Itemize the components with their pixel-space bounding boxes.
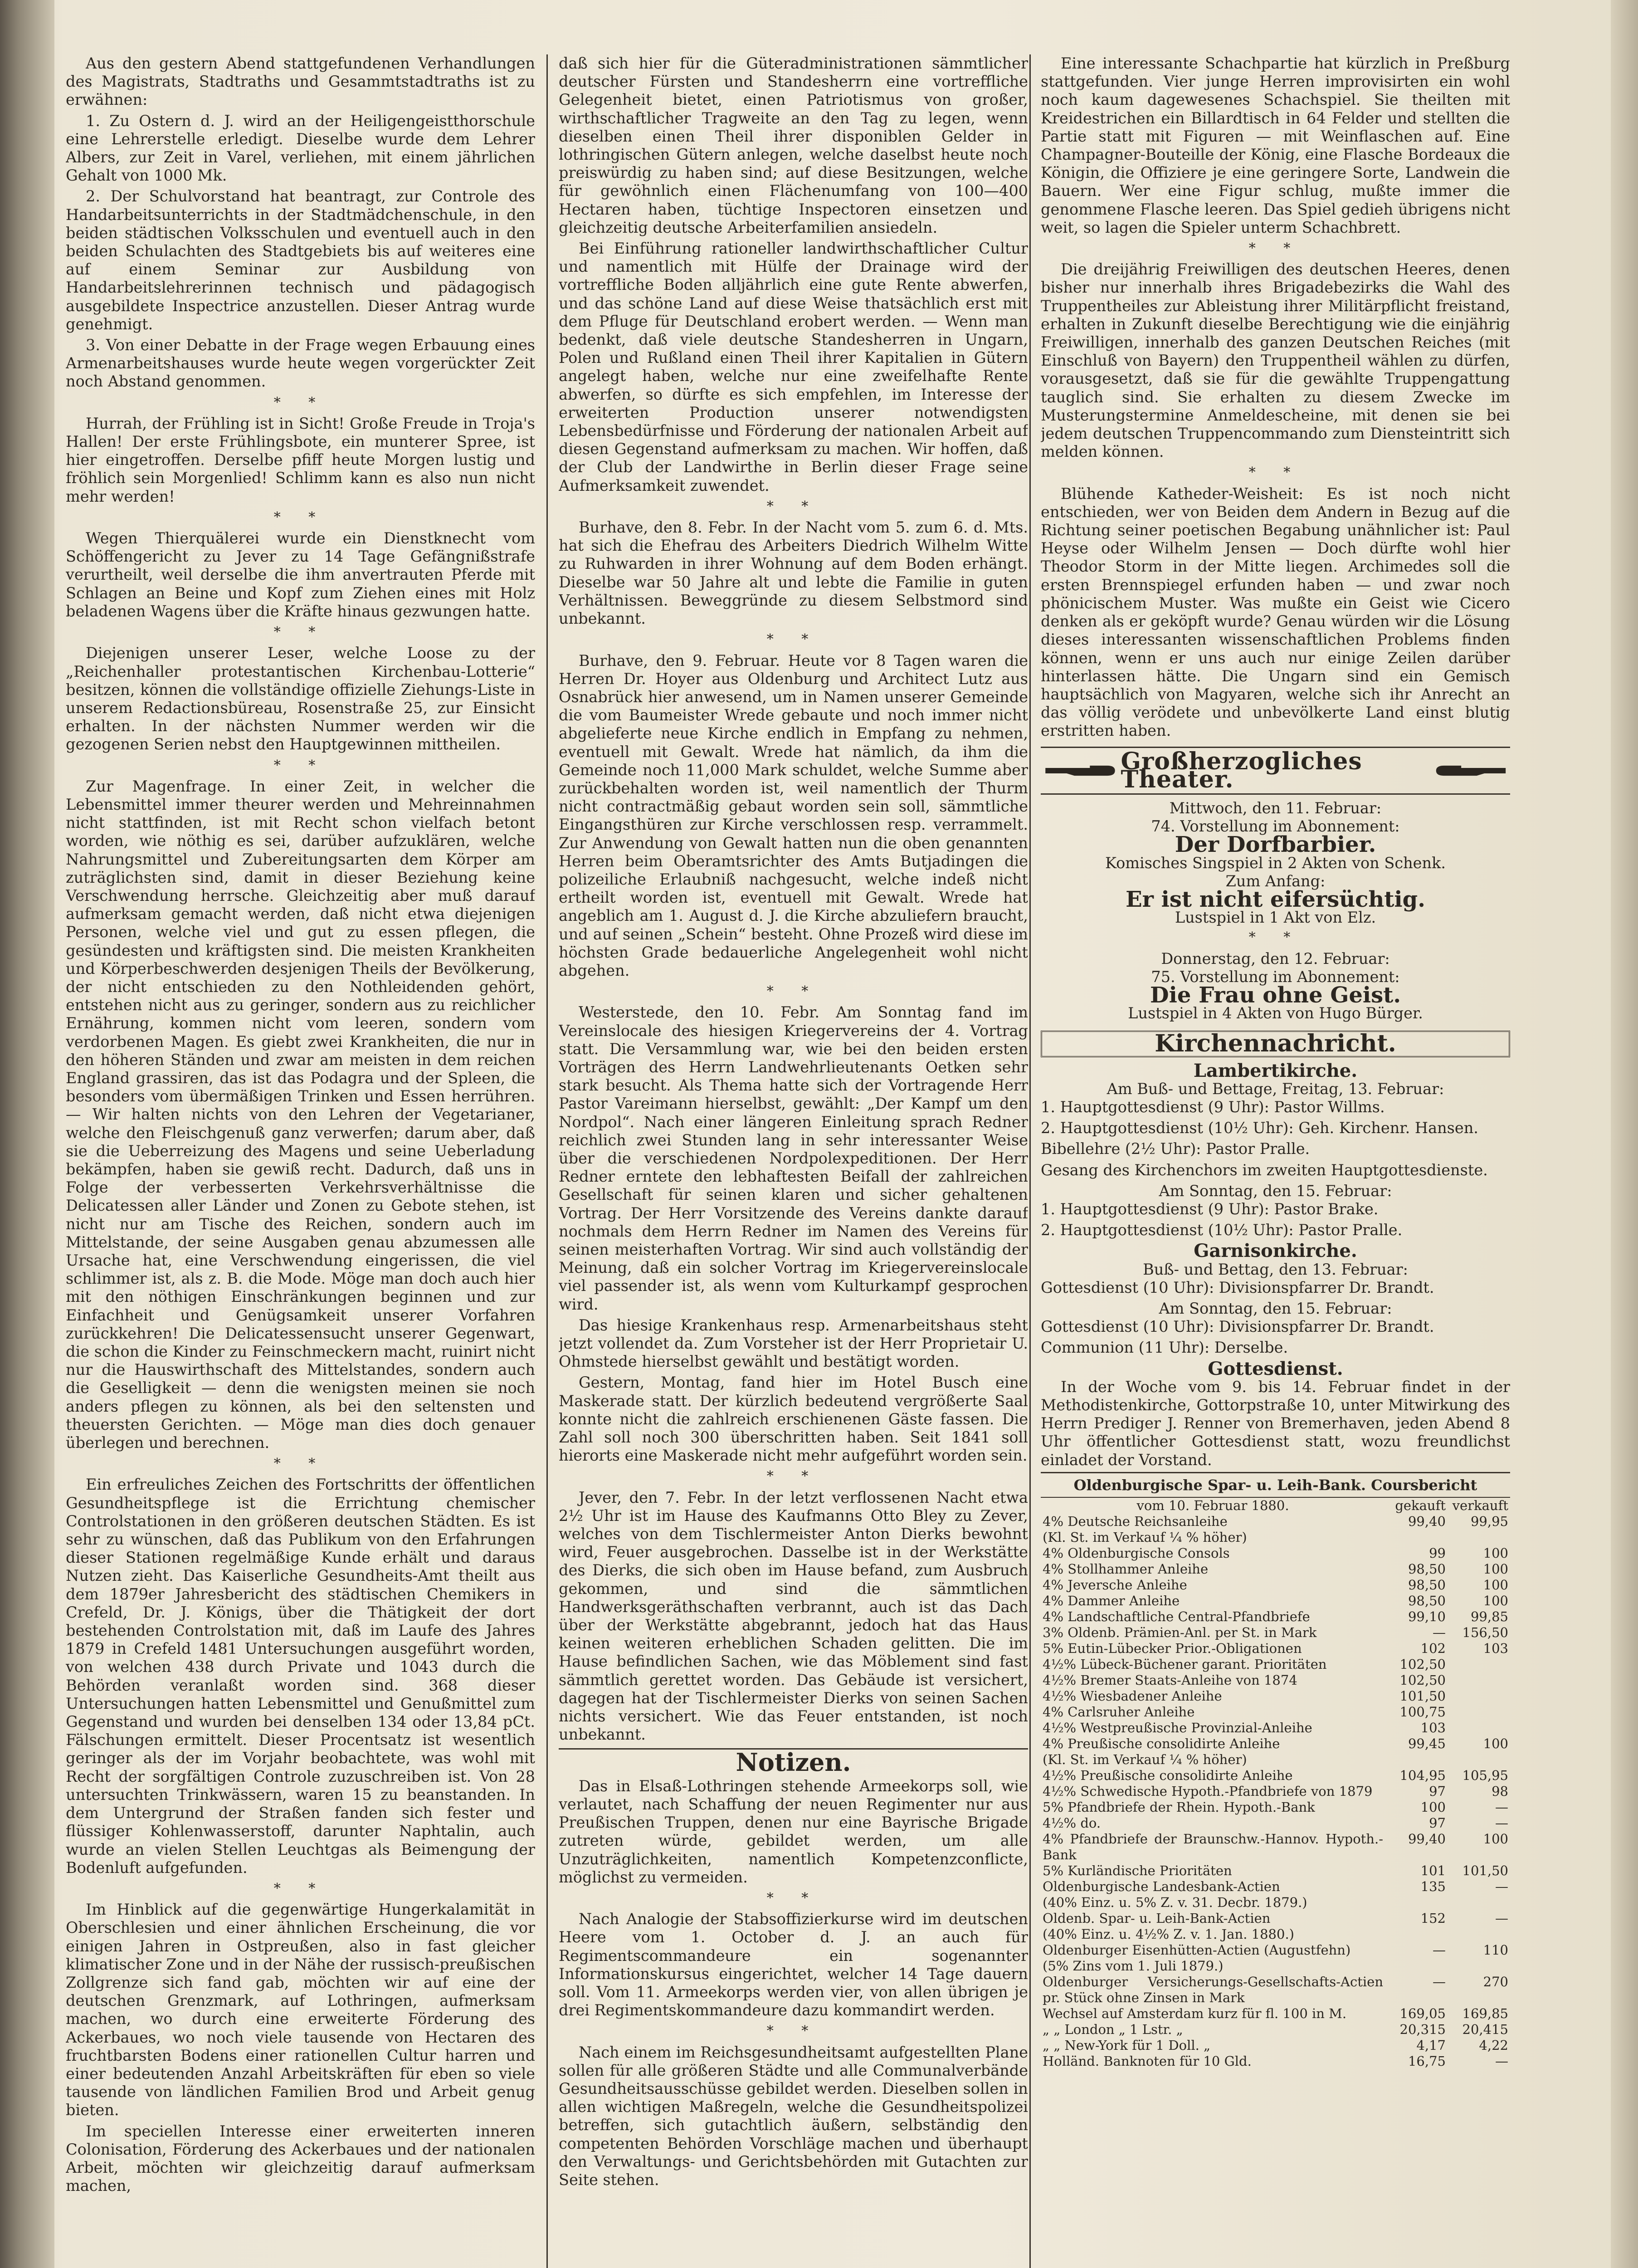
theater-title: Großherzogliches Theater.	[1121, 747, 1362, 793]
article-westerstede: Westerstede, den 10. Febr. Am Sonntag fand im Vereinslocale des hiesigen Kriegervereins der 4. Vortrag statt. Die Versammlung war, wie bei den beiden ersten Vorträgen des Herrn Landwehrlieutenants Oetken sehr stark besucht. Als Thema hatte sich der Vortragende Herr Pastor Vareimann hierselbst, gewählt: „Der Kampf um den Nordpol“. Nach einer längeren Einleitung sprach Redner reichlich zwei Stunden lang in sehr interessanter Weise über die verschiedenen Nordpolexpeditionen. Der Herr Redner erntete den lebhaftesten Beifall der zahlreichen Gesellschaft für seinen klaren und sicher gehaltenen Vortrag. Der Herr Vorsitzende des Vereins dankte darauf nochmals dem Herrn Redner im Namen des Vereins für seinen meisterhaften Vortrag. Wir sind auch vollständig der Meinung, daß ein solcher Vortrag im Kriegervereinslocale viel passender ist, als wenn vom Kulturkampf gesprochen wird.	[559, 1003, 1028, 1313]
security-name: 4½% Schwedische Hypoth.-Pfandbriefe von 1879	[1043, 1784, 1373, 1799]
article-informationskursus: Nach Analogie der Stabsoffizierkurse wird im deutschen Heere vom 1. October d. J. an auch für Regimentscommandeure ein sogenannter Informationskursus eingerichtet, welcher 14 Tage dauern soll. Vom 11. Armeekorps werden vier, von allen übrigen je drei Regimentskommandeure dazu kommandirt werden.	[559, 1910, 1028, 2019]
theater-play-2: Er ist nicht eifersüchtig.	[1126, 886, 1425, 912]
church-garnisonkirche: Garnisonkirche.	[1194, 1240, 1357, 1262]
price-bought: —	[1433, 1625, 1446, 1641]
theater-play-3-desc: Lustspiel in 4 Akten von Hugo Bürger.	[1128, 1004, 1423, 1022]
price-bought	[1385, 1752, 1448, 1768]
price-sold: 99,95	[1470, 1514, 1508, 1530]
coursbericht-title: Oldenburgische Spar- u. Leih-Bank. Coursbericht	[1041, 1472, 1510, 1498]
section-separator: * *	[273, 509, 327, 525]
table-row	[1041, 1530, 1510, 1545]
price-bought: 103	[1420, 1720, 1446, 1736]
table-row	[1041, 1768, 1510, 1784]
price-sold	[1448, 1657, 1510, 1672]
security-name: 4% Preußische consolidirte Anleihe	[1043, 1736, 1280, 1752]
coursbericht-date: vom 10. Februar 1880.	[1136, 1498, 1289, 1514]
section-separator: * *	[273, 1456, 327, 1472]
table-row	[1041, 1672, 1510, 1688]
church-service: Gesang des Kirchenchors im zweiten Hauptgottesdienste.	[1041, 1161, 1488, 1179]
price-sold: 100	[1483, 1593, 1508, 1609]
security-name: „ „ London „ 1 Lstr. „	[1043, 2022, 1183, 2038]
table-row	[1041, 1815, 1510, 1831]
security-name: 4% Dammer Anleihe	[1043, 1593, 1180, 1609]
section-separator: * *	[766, 1468, 820, 1485]
church-date: Am Sonntag, den 15. Februar:	[1159, 1182, 1392, 1200]
article-burhave-2: Burhave, den 9. Februar. Heute vor 8 Tagen waren die Herren Dr. Hoyer aus Oldenburg und Architect Lutz aus Osnabrück hier anwesend, um in Namen unserer Gemeinde die vom Baumeister Wrede gebaute und noch immer nicht abgelieferte neue Kirche endlich in Empfang zu nehmen, eventuell mit Gewalt. Wrede hat nämlich, da ihm die Gemeinde noch 11,000 Mark schuldet, welche Summe aber zurückbehalten worden ist, weil namentlich der Thurm nicht contractmäßig gebaut worden sein soll, sämmtliche Eingangsthüren zur Kirche verschlossen resp. verrammelt. Zur Anwendung von Gewalt hatten nun die oben genannten Herren beim Oberamtsrichter des Amts Butjadingen die polizeiliche Erlaubniß nachgesucht, welche indeß nicht ertheilt worden ist, eventuell mit Gewalt. Wrede hat angeblich am 1. August d. J. die Kirche abzuliefern braucht, und auf seinen „Schein“ besteht. Ohne Prozeß wird diese im höchsten Grade bedauerliche Angelegenheit wohl nicht abgehen.	[559, 651, 1028, 979]
table-row	[1041, 1720, 1510, 1736]
price-bought: —	[1433, 1942, 1446, 1958]
price-sold: 4,22	[1479, 2038, 1508, 2053]
church-methodisten-notice: In der Woche vom 9. bis 14. Februar findet in der Methodistenkirche, Gottorpstraße 10, unter Mitwirkung des Herrn Prediger J. Renner von Bremerhaven, jeden Abend 8 Uhr öffentlicher Gottesdienst statt, wozu freundlichst einladet der Vorstand.	[1041, 1378, 1510, 1469]
article-schachpartie: Eine interessante Schachpartie hat kürzlich in Preßburg stattgefunden. Vier junge Herren improvisirten ein wohl noch kaum dagewesenes Schachspiel. Sie theilten mit Kreidestrichen ein Billardtisch in 64 Felder und stellten die Partie statt mit Figuren — mit Weinflaschen auf. Eine Champagner-Bouteille der König, eine Flasche Bordeaux die Königin, die Offiziere je eine geringere Sorte, Landwein die Bauern. Wer eine Figur schlug, mußte immer die genommene Flasche leeren. Das Spiel gedieh übrigens nicht weit, so lagen die Spieler unterm Schachbrett.	[1041, 54, 1510, 236]
security-name: (40% Einz. u. 4½% Z. v. 1. Jan. 1880.)	[1043, 1926, 1294, 1942]
price-bought: 169,05	[1399, 2006, 1446, 2022]
price-sold: 110	[1483, 1942, 1508, 1958]
table-row	[1041, 1879, 1510, 1895]
church-date: Buß- und Bettag, den 13. Februar:	[1143, 1260, 1408, 1278]
price-bought: 20,315	[1399, 2022, 1446, 2038]
theater-opening-label: Zum Anfang:	[1225, 872, 1326, 890]
theater-play-3: Die Frau ohne Geist.	[1150, 982, 1401, 1008]
price-sold: 105,95	[1462, 1768, 1508, 1784]
price-bought: 102,50	[1399, 1657, 1446, 1672]
security-name: (5% Zins vom 1. Juli 1879.)	[1043, 1958, 1224, 1974]
price-bought: 101	[1420, 1863, 1446, 1879]
price-sold	[1448, 1895, 1510, 1911]
price-bought: —	[1433, 1974, 1446, 1990]
price-sold: 103	[1483, 1641, 1508, 1657]
article-burhave-1: Burhave, den 8. Febr. In der Nacht vom 5. zum 6. d. Mts. hat sich die Ehefrau des Arbeiters Diedrich Wilhelm Witte zu Ruhwarden in ihrer Wohnung auf dem Boden erhängt. Dieselbe war 50 Jahre alt und lebte die Familie in guten Verhältnissen. Beweggründe zu diesem Selbstmord sind unbekannt.	[559, 518, 1028, 628]
price-sold: 20,415	[1462, 2022, 1508, 2038]
price-sold: 270	[1483, 1974, 1508, 1990]
price-bought: 152	[1420, 1911, 1446, 1926]
article-magistrat-intro: Aus den gestern Abend stattgefundenen Verhandlungen des Magistrats, Stadtraths und Gesammtstadtraths ist zu erwähnen:	[66, 54, 535, 109]
price-sold: 101,50	[1462, 1863, 1508, 1879]
table-row	[1041, 1799, 1510, 1815]
column-rule-1	[546, 54, 548, 2268]
theater-play-2-desc: Lustspiel in 1 Akt von Elz.	[1175, 909, 1376, 927]
table-row	[1041, 1926, 1510, 1942]
church-lambertikirche: Lambertikirche.	[1193, 1060, 1358, 1081]
price-bought: 102,50	[1399, 1672, 1446, 1688]
price-bought: 99,40	[1408, 1831, 1446, 1847]
price-bought: 100,75	[1399, 1704, 1446, 1720]
table-row	[1041, 1704, 1510, 1720]
table-row	[1041, 1974, 1510, 2006]
price-bought: 99,40	[1408, 1514, 1446, 1530]
price-sold	[1448, 1926, 1510, 1942]
table-row	[1041, 2022, 1510, 2038]
article-fruehling: Hurrah, der Frühling ist in Sicht! Große Freude in Troja's Hallen! Der erste Frühlingsbote, ein munterer Spree, ist hier eingetroffen. Derselbe pfiff heute Morgen lustig und fröhlich sein Morgenlied! Schlimm kann es also nun nicht mehr werden!	[66, 414, 535, 505]
article-colonisation: Im speciellen Interesse einer erweiterten inneren Colonisation, Förderung des Ackerbaues und der nationalen Arbeit, möchten wir gleichzeitig darauf aufmerksam machen,	[66, 2122, 535, 2195]
theater-play-1: Der Dorfbarbier.	[1175, 832, 1376, 858]
column-rule-2	[1029, 54, 1031, 2268]
price-bought	[1385, 1958, 1448, 1974]
security-name: 4½% Westpreußische Provinzial-Anleihe	[1043, 1720, 1312, 1736]
notizen-heading: Notizen.	[559, 1748, 1028, 1771]
price-sold	[1448, 1688, 1510, 1704]
church-service: 1. Hauptgottesdienst (9 Uhr): Pastor Willms.	[1041, 1098, 1385, 1116]
security-name: Wechsel auf Amsterdam kurz für fl. 100 in M.	[1043, 2006, 1347, 2022]
table-row	[1041, 1561, 1510, 1577]
price-sold	[1448, 1958, 1510, 1974]
article-jever: Jever, den 7. Febr. In der letzt verflossenen Nacht etwa 2½ Uhr ist im Hause des Kaufmanns Otto Bley zu Zever, welches von dem Tischlermeister Anton Dierks bewohnt wird, Feuer ausgebrochen. Dasselbe ist in der Werkstätte des Dierks, die sich oben im Hause befand, zum Ausbruch gekommen, und sind die sämmtlichen Handwerksgeräthschaften verbrannt, auch ist das Dach über der Werkstätte abgebrannt, jedoch hat das Haus keinen weiteren erheblichen Schaden gelitten. Die im Hause befindlichen Sachen, wie das Möblement sind fast sämmtlich gerettet worden. Das Gebäude ist versichert, dagegen hat der Tischlermeister Dierks von seinen Sachen nichts versichert. Wie das Feuer entstanden, ist noch unbekannt.	[559, 1488, 1028, 1744]
table-row	[1041, 1545, 1510, 1561]
article-magistrat-item2: 2. Der Schulvorstand hat beantragt, zur Controle des Handarbeitsunterrichts in der Stadtmädchenschule, in den beiden städtischen Volksschulen und eventuell auch in den beiden Schulachten des Stadtgebiets bis auf weiteres eine auf einem Seminar zur Ausbildung von Handarbeitslehrerinnen technisch und pädagogisch ausgebildete Inspectrice anzustellen. Dieser Antrag wurde genehmigt.	[66, 187, 535, 333]
price-bought: 101,50	[1399, 1688, 1446, 1704]
theater-header	[1041, 747, 1510, 795]
section-separator: * *	[1248, 240, 1302, 257]
table-row	[1041, 1609, 1510, 1625]
section-separator: * *	[273, 1880, 327, 1897]
church-service: Communion (11 Uhr): Derselbe.	[1041, 1339, 1288, 1357]
price-bought: 98,50	[1408, 1577, 1446, 1593]
security-name: 4% Jeversche Anleihe	[1043, 1577, 1187, 1593]
article-maskerade: Gestern, Montag, fand hier im Hotel Busch eine Maskerade statt. Der kürzlich bedeutend vergrößerte Saal konnte nicht die zahlreich erschienenen Gäste fassen. Die Zahl soll noch 300 überschritten haben. Seit 1841 soll hierorts eine Maskerade nicht mehr aufgeführt worden sein.	[559, 1374, 1028, 1465]
security-name: (Kl. St. im Verkauf ¼ % höher)	[1043, 1530, 1247, 1545]
price-sold	[1448, 1720, 1510, 1736]
price-sold: 169,85	[1462, 2006, 1508, 2022]
article-magenfrage: Zur Magenfrage. In einer Zeit, in welcher die Lebensmittel immer theurer werden und Mehreinnahmen nicht stattfinden, ist mit Recht schon vielfach betont worden, wie nöthig es sei, darüber aufzuklären, welche Nahrungsmittel und Zubereitungsarten dem Körper am zuträglichsten sind, damit in dieser Beziehung keine Verschwendung herrsche. Gleichzeitig aber muß darauf aufmerksam gemacht werden, daß nicht etwa diejenigen Personen, welche viel und gut zu essen pflegen, die gesündesten und kräftigsten sind. Die meisten Krankheiten und Körperbeschwerden desjenigen Theils der Bevölkerung, der nicht entschieden zu den Nothleidenden gehört, entstehen nicht aus zu geringer, sondern aus zu reichlicher Ernährung, kommen nicht vom leeren, sondern vom verdorbenen Magen. Es giebt zwei Krankheiten, die nur in den höheren Ständen und zwar am meisten in dem reichen England grassiren, das ist das Podagra und der Spleen, die besonders vom übermäßigen Trinken und Essen herrühren. — Wir halten nichts von den Lehren der Vegetarianer, welche den Fleischgenuß ganz verwerfen; darum aber, daß sie die Ueberreizung des Magens und seine Ueberladung bekämpfen, haben sie gewiß recht. Dadurch, daß uns in Folge der verbesserten Verkehrsverhältnisse die Delicatessen aller Länder und Zonen zu Gebote stehen, ist nicht nur am Tische des Reichen, sondern auch im Mittelstande, der seine Ausgaben genau abzumessen alle Ursache hat, eine Verschwendung eingerissen, die viel schlimmer ist, als z. B. die Mode. Möge man doch auch hier mit den nöthigen Einschränkungen beginnen und zur Einfachheit und Genügsamkeit unserer Vorfahren zurückkehren! Die Delicatessensucht unserer Gegenwart, die schon die Kinder zu Feinschmeckern macht, ruinirt nicht nur die Hauswirthschaft des Mittelstandes, sondern auch die Geselligkeit — denn die wenigsten meinen sie noch anders pflegen zu können, als bei den seltensten und theuersten Gerichten. — Möge man dies doch genauer überlegen und berechnen.	[66, 777, 535, 1452]
article-armeekorps: Das in Elsaß-Lothringen stehende Armeekorps soll, wie verlautet, nach Schaffung der neuen Regimenter nur aus Preußischen Truppen, denen nur eine Bayrische Brigade zutreten würde, gebildet werden, um alle Unzuträglichkeiten, namentlich Kompetenzconflicte, möglichst zu vermeiden.	[559, 1777, 1028, 1886]
security-name: 4% Landschaftliche Central-Pfandbriefe	[1043, 1609, 1310, 1625]
church-service: Gottesdienst (10 Uhr): Divisionspfarrer Dr. Brandt.	[1041, 1278, 1434, 1296]
price-sold: —	[1495, 1799, 1508, 1815]
price-bought	[1385, 1926, 1448, 1942]
security-name: Oldenb. Spar- u. Leih-Bank-Actien	[1043, 1911, 1271, 1926]
security-name: „ „ New-York für 1 Doll. „	[1043, 2038, 1211, 2053]
table-row	[1041, 1625, 1510, 1641]
kirchennachricht-title: Kirchennachricht.	[1041, 1031, 1510, 1057]
price-bought	[1385, 1895, 1448, 1911]
table-row	[1041, 1688, 1510, 1704]
price-bought: 98,50	[1408, 1561, 1446, 1577]
price-sold	[1448, 1530, 1510, 1545]
price-sold: 100	[1483, 1561, 1508, 1577]
security-name: 3% Oldenb. Prämien-Anl. per St. in Mark	[1043, 1625, 1317, 1641]
price-sold: 156,50	[1462, 1625, 1508, 1641]
price-sold: —	[1495, 2053, 1508, 2069]
article-lothringen-cont: daß sich hier für die Güteradministrationen sämmtlicher deutscher Fürsten und Standesherrn eine vortreffliche Gelegenheit bietet, einen Patriotismus von großer, wirthschaftlicher Tragweite an den Tag zu legen, wenn dieselben einen Theil ihrer disponiblen Gelder in lothringischen Gütern anlegen, welche daselbst heute noch preiswürdig zu haben sind; auf diese Besitzungen, welche für gewöhnlich einen Flächenumfang von 100—400 Hectaren haben, tüchtige Inspectoren einsetzen und gleichzeitig deutsche Arbeiterfamilien ansiedeln.	[559, 54, 1028, 236]
church-service: Bibellehre (2½ Uhr): Pastor Pralle.	[1041, 1140, 1310, 1158]
security-name: 4% Oldenburgische Consols	[1043, 1545, 1230, 1561]
article-thierquaelerei: Wegen Thierquälerei wurde ein Dienstknecht vom Schöffengericht zu Jever zu 14 Tage Gefängnißstrafe verurtheilt, weil derselbe die ihm anvertrauten Pferde mit Schlagen an Beine und Kopf zum Ziehen eines mit Holz beladenen Wagens über die Kräfte hinaus gezwungen hatte.	[66, 529, 535, 620]
theater-performance-1: 74. Vorstellung im Abonnement:	[1151, 817, 1400, 836]
price-bought	[1385, 1530, 1448, 1545]
page-edge	[1611, 0, 1638, 2268]
price-bought: 135	[1420, 1879, 1446, 1895]
table-row	[1041, 1942, 1510, 1958]
section-separator: * *	[766, 2023, 820, 2039]
column-2	[559, 54, 1028, 2268]
table-row	[1041, 1514, 1510, 1530]
table-row	[1041, 1577, 1510, 1593]
church-date: Am Buß- und Bettage, Freitag, 13. Februar:	[1107, 1080, 1444, 1098]
security-name: 4½% Wiesbadener Anleihe	[1043, 1688, 1222, 1704]
section-separator: * *	[766, 631, 820, 648]
article-hungerkalamitaet: Im Hinblick auf die gegenwärtige Hungerkalamität in Oberschlesien und einer ähnlichen Erscheinung, die vor einigen Jahren in Ostpreußen, also in fast gleicher klimatischer Zone und in der Nähe der russisch-preußischen Zollgrenze sich fand gab, möchten wir auf eine der deutschen Grenzmark, auf Lothringen, aufmerksam machen, wo durch eine erweiterte Förderung des Ackerbaues, wo noch viele tausende von Hectaren des fruchtbarsten Bodens einer rationellen Cultur harren und einer bedeutenden Anzahl Arbeitskräften für eben so viele tausende von ländlichen Familien Brod und Arbeit genug bieten.	[66, 1901, 535, 2119]
church-gottesdienst-heading: Gottesdienst.	[1208, 1358, 1343, 1379]
column-1	[66, 54, 535, 2268]
security-name: 5% Pfandbriefe der Rhein. Hypoth.-Bank	[1043, 1799, 1315, 1815]
security-name: 4½% Preußische consolidirte Anleihe	[1043, 1768, 1293, 1784]
security-name: 4% Carlsruher Anleihe	[1043, 1704, 1195, 1720]
security-name: (40% Einz. u. 5% Z. v. 31. Decbr. 1879.)	[1043, 1895, 1307, 1911]
price-bought: 102	[1420, 1641, 1446, 1657]
security-name: Oldenburger Eisenhütten-Actien (Augustfehn)	[1043, 1942, 1351, 1958]
book-binding	[0, 0, 54, 2268]
price-sold: —	[1495, 1815, 1508, 1831]
price-bought: 99	[1429, 1545, 1446, 1561]
security-name: 4% Stollhammer Anleihe	[1043, 1561, 1209, 1577]
theater-play-1-desc: Komisches Singspiel in 2 Akten von Schenk.	[1105, 854, 1446, 872]
price-sold: 98	[1492, 1784, 1508, 1799]
table-row	[1041, 1958, 1510, 1974]
table-row	[1041, 1911, 1510, 1926]
article-katheder-weisheit: Blühende Katheder-Weisheit: Es ist noch nicht entschieden, wer von Beiden dem Andern in Bezug auf die Richtung seiner poetischen Begabung unähnlicher ist: Paul Heyse oder Wilhelm Jensen — Doch dürfte wohl hier Theodor Storm in der Mitte liegen. Archimedes soll die ersten Brennspiegel erfunden haben — und zwar noch phönicischem Muster. Was mußte ein Geist wie Cicero denken als er geköpft wurde? Genau würden wir die Lösung dieses interessanten wissenschaftlichen Problems finden können, wenn er uns auch nur einige Zeilen darüber hinterlassen hätte. Die Ungarn sind ein Gemisch hauptsächlich von Magyaren, welche sich ihr Anrecht an das völlig verödete und unbevölkerte Land einst blutig erstritten haben.	[1041, 484, 1510, 740]
table-header-row	[1041, 1498, 1510, 1514]
theater-date-1: Mittwoch, den 11. Februar:	[1169, 799, 1382, 817]
table-row	[1041, 1863, 1510, 1879]
church-service: Gottesdienst (10 Uhr): Divisionspfarrer Dr. Brandt.	[1041, 1318, 1434, 1336]
security-name: 5% Kurländische Prioritäten	[1043, 1863, 1232, 1879]
table-row	[1041, 1784, 1510, 1799]
article-freiwillige: Die dreijährig Freiwilligen des deutschen Heeres, denen bisher nur innerhalb ihres Brigadebezirks die Wahl des Truppentheiles zur Ableistung ihrer Militärpflicht freistand, erhalten in Zukunft dieselbe Berechtigung wie die einjährig Freiwilligen, innerhalb des ganzen Deutschen Reiches (mit Einschluß von Bayern) den Truppentheil wählen zu dürfen, vorausgesetzt, daß sie für die gewählte Truppengattung tauglich sind. Sie erhalten zu diesem Zwecke im Musterungstermine Anmeldescheine, mit denen sie bei jedem deutschen Truppencommando zum Diensteintritt sich melden können.	[1041, 260, 1510, 461]
theater-performance-2: 75. Vorstellung im Abonnement:	[1151, 968, 1400, 986]
price-sold: 100	[1483, 1577, 1508, 1593]
price-bought: 99,10	[1408, 1609, 1446, 1625]
section-separator: * *	[766, 498, 820, 514]
article-gesundheitsamt: Nach einem im Reichsgesundheitsamt aufgestellten Plane sollen für alle größeren Städte und alle Communalverbände Gesundheitsausschüsse gebildet werden. Dieselben sollen in allen wichtigen Maßregeln, welche die Gesundheitspolizei betreffen, sich gutachtlich äußern, selbständig den competenten Behörden Vorschläge machen und überhaupt den Verwaltungs- und Gerichtsbehörden mit Gutachten zur Seite stehen.	[559, 2043, 1028, 2189]
church-date: Am Sonntag, den 15. Februar:	[1159, 1300, 1392, 1317]
theater-date-2: Donnerstag, den 12. Februar:	[1161, 949, 1390, 968]
table-row	[1041, 2053, 1510, 2069]
church-service: 2. Hauptgottesdienst (10½ Uhr): Pastor Pralle.	[1041, 1221, 1403, 1239]
security-name: 4% Pfandbriefe der Braunschw.-Hannov. Hypoth.-Bank	[1043, 1831, 1383, 1863]
price-sold: 100	[1483, 1831, 1508, 1847]
article-krankenhaus: Das hiesige Krankenhaus resp. Armenarbeitshaus steht jetzt vollendet da. Zum Vorsteher ist der Herr Proprietair U. Ohmstede hierselbst gewählt und bestätigt worden.	[559, 1316, 1028, 1371]
price-bought: 4,17	[1416, 2038, 1446, 2053]
column-header-bought: gekauft	[1395, 1498, 1446, 1514]
article-magistrat-item1: 1. Zu Ostern d. J. wird an der Heiligengeistthorschule eine Lehrerstelle erledigt. Dieselbe wurde dem Lehrer Albers, zur Zeit in Varel, verliehen, mit einem jährlichen Gehalt von 1000 Mk.	[66, 112, 535, 185]
section-separator: * *	[766, 1890, 820, 1906]
section-separator: * *	[273, 757, 327, 773]
price-sold: —	[1495, 1911, 1508, 1926]
church-service: 1. Hauptgottesdienst (9 Uhr): Pastor Brake.	[1041, 1200, 1379, 1218]
security-name: 4½% do.	[1043, 1815, 1101, 1831]
section-separator: * *	[1248, 464, 1302, 481]
pointing-hand-right-icon	[1043, 760, 1121, 781]
security-name: Oldenburger Versicherungs-Gesellschafts-Actien pr. Stück ohne Zinsen in Mark	[1043, 1974, 1383, 2006]
table-row	[1041, 1736, 1510, 1752]
column-3	[1041, 54, 1510, 2268]
table-row	[1041, 1657, 1510, 1672]
security-name: 5% Eutin-Lübecker Prior.-Obligationen	[1043, 1641, 1302, 1657]
section-separator: * *	[1248, 929, 1302, 946]
price-bought: 97	[1429, 1815, 1446, 1831]
table-row	[1041, 1593, 1510, 1609]
pointing-hand-left-icon	[1430, 760, 1507, 781]
price-bought: 16,75	[1408, 2053, 1446, 2069]
price-bought: 99,45	[1408, 1736, 1446, 1752]
table-row	[1041, 1641, 1510, 1657]
security-name: (Kl. St. im Verkauf ¼ % höher)	[1043, 1752, 1247, 1768]
price-sold: 100	[1483, 1545, 1508, 1561]
column-header-sold: verkauft	[1452, 1498, 1508, 1514]
price-sold: 100	[1483, 1736, 1508, 1752]
security-name: Holländ. Banknoten für 10 Gld.	[1043, 2053, 1252, 2069]
price-sold	[1448, 1752, 1510, 1768]
price-sold: —	[1495, 1879, 1508, 1895]
article-magistrat-item3: 3. Von einer Debatte in der Frage wegen Erbauung eines Armenarbeitshauses wurde heute wegen vorgerückter Zeit noch Abstand genommen.	[66, 336, 535, 391]
price-bought: 100	[1420, 1799, 1446, 1815]
security-name: 4% Deutsche Reichsanleihe	[1043, 1514, 1228, 1530]
price-sold	[1448, 1704, 1510, 1720]
section-separator: * *	[273, 394, 327, 411]
security-name: Oldenburgische Landesbank-Actien	[1043, 1879, 1280, 1895]
price-sold	[1448, 1672, 1510, 1688]
table-row	[1041, 1831, 1510, 1863]
table-row	[1041, 1752, 1510, 1768]
table-row	[1041, 2038, 1510, 2053]
section-separator: * *	[273, 624, 327, 640]
article-lotterie: Diejenigen unserer Leser, welche Loose zu der „Reichenhaller protestantischen Kirchenbau-Lotterie“ besitzen, können die vollständige offizielle Ziehungs-Liste in unserem Redactionsbüreau, Rosenstraße 25, zur Einsicht erhalten. In der nächsten Nummer werden wir die gezogenen Serien nebst den Hauptgewinnen mittheilen.	[66, 644, 535, 753]
security-name: 4½% Bremer Staats-Anleihe von 1874	[1043, 1672, 1297, 1688]
table-row	[1041, 1895, 1510, 1911]
church-service: 2. Hauptgottesdienst (10½ Uhr): Geh. Kirchenr. Hansen.	[1041, 1119, 1478, 1137]
security-name: 4½% Lübeck-Büchener garant. Prioritäten	[1043, 1657, 1327, 1672]
price-bought: 98,50	[1408, 1593, 1446, 1609]
price-bought: 97	[1429, 1784, 1446, 1799]
article-lothringen-cultur: Bei Einführung rationeller landwirthschaftlicher Cultur und namentlich mit Hülfe der Drainage wird der vortreffliche Boden alljährlich eine gute Rente abwerfen, und das schöne Land auf diese Weise thatsächlich erst mit dem Pfluge für Deutschland erobert werden. — Wenn man bedenkt, daß viele deutsche Standesherren in Ungarn, Polen und Rußland einen Theil ihrer Kapitalien in Gütern angelegt haben, welche nur eine zweifelhafte Rente abwerfen, so dürfte es sich empfehlen, im Interesse der erweiterten Production unserer notwendigsten Lebensbedürfnisse und Förderung der nationalen Arbeit auf diesen Gegenstand aufmerksam zu machen. Wir hoffen, daß der Club der Landwirthe in Berlin dieser Frage seine Aufmerksamkeit zuwendet.	[559, 240, 1028, 494]
article-gesundheitspflege: Ein erfreuliches Zeichen des Fortschritts der öffentlichen Gesundheitspflege ist die Errichtung chemischer Controlstationen in den größeren deutschen Städten. Es ist sehr zu wünschen, daß das Publikum von den Erfahrungen dieser Stationen regelmäßige Kunde erhält und daraus Nutzen zieht. Das Kaiserliche Gesundheits-Amt theilt aus dem 1879er Jahresbericht des städtischen Chemikers in Crefeld, Dr. J. Königs, über die Thätigkeit der dort bestehenden Controlstation mit, daß im Laufe des Jahres 1879 in Crefeld 1481 Untersuchungen ausgeführt worden, von welchen 438 durch Private und 1043 durch die Behörden veranlaßt worden sind. 368 dieser Untersuchungen hatten Lebensmittel und Genußmittel zum Gegenstand und wurden bei denselben 134 oder 13,84 pCt. Fälschungen ermittelt. Dieser Procentsatz ist wesentlich geringer als der im Vorjahr beobachtete, was wohl mit Recht der sorgfältigen Controle zuzuschreiben ist. Von 28 untersuchten Trinkwässern, waren 15 zu beanstanden. In dem Untergrund der Straßen fanden sich fester und flüssiger Kohlenwasserstoff, darunter Naphtalin, auch wurde an vielen Stellen Leuchtgas als Beimengung der Bodenluft aufgefunden.	[66, 1476, 535, 1877]
price-sold: 99,85	[1470, 1609, 1508, 1625]
table-row	[1041, 2006, 1510, 2022]
coursbericht-table	[1041, 1498, 1510, 2069]
section-separator: * *	[766, 983, 820, 1000]
price-bought: 104,95	[1399, 1768, 1446, 1784]
